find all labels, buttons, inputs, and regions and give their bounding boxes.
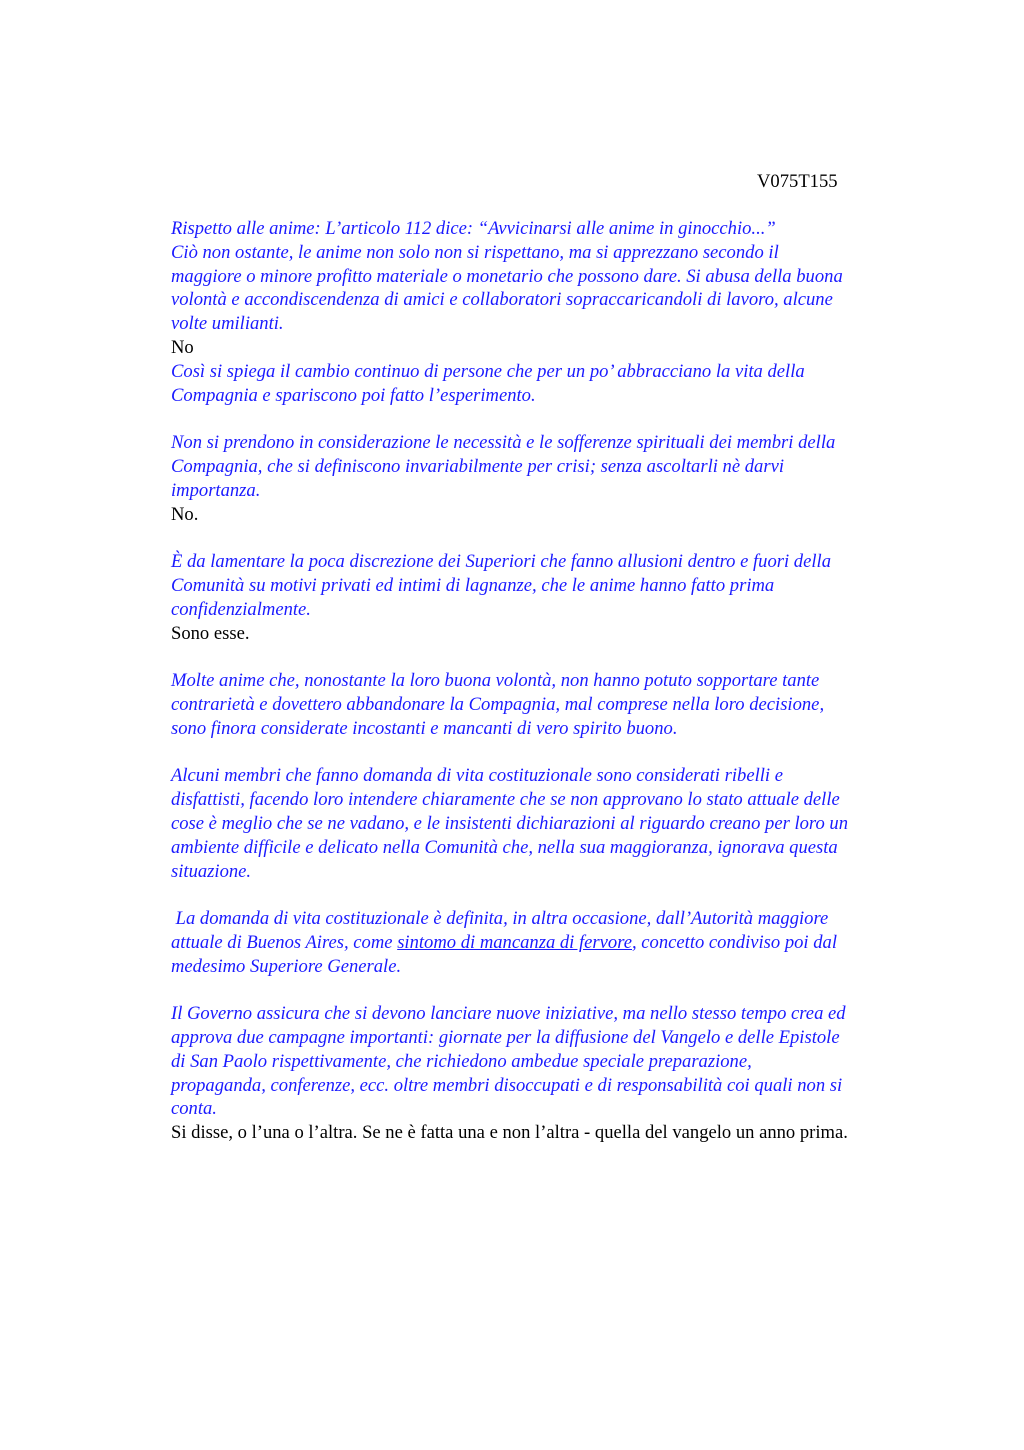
question-text xyxy=(171,431,961,502)
text-line: importanza. xyxy=(171,479,261,501)
question-text xyxy=(171,217,961,336)
text-line: medesimo Superiore Generale. xyxy=(171,955,402,977)
question-text xyxy=(171,550,961,621)
paragraph-block xyxy=(171,764,961,883)
text-span: attuale di Buenos Aires, come xyxy=(171,931,398,953)
paragraph-block xyxy=(171,907,961,978)
text-line: conta. xyxy=(171,1098,217,1120)
paragraph-block xyxy=(171,550,961,645)
text-line: Il Governo assicura che si devono lanciare nuove iniziative, ma nello stesso tempo crea ed xyxy=(171,1003,846,1025)
text-line: La domanda di vita costituzionale è definita, in altra occasione, dall’Autorità maggiore xyxy=(171,908,829,930)
text-line: confidenzialmente. xyxy=(171,598,311,620)
text-line xyxy=(171,931,961,955)
text-line: Comunità su motivi privati ed intimi di lagnanze, che le anime hanno fatto prima xyxy=(171,574,775,596)
paragraph-block xyxy=(171,1002,961,1145)
text-line: contrarietà e dovettero abbandonare la Compagnia, mal comprese nella loro decisione, xyxy=(171,693,825,715)
document-body xyxy=(171,217,961,1145)
text-line: volte umilianti. xyxy=(171,313,284,335)
text-line: situazione. xyxy=(171,860,252,882)
text-line: Compagnia, che si definiscono invariabilmente per crisi; senza ascoltarli nè darvi xyxy=(171,455,785,477)
text-line: sono finora considerate incostanti e mancanti di vero spirito buono. xyxy=(171,717,678,739)
text-line: ambiente difficile e delicato nella Comunità che, nella sua maggioranza, ignorava questa xyxy=(171,836,838,858)
text-line: Alcuni membri che fanno domanda di vita costituzionale sono considerati ribelli e xyxy=(171,765,783,787)
text-line: Molte anime che, nonostante la loro buona volontà, non hanno potuto sopportare tante xyxy=(171,670,820,692)
text-line: Rispetto alle anime: L’articolo 112 dice: “Avvicinarsi alle anime in ginocchio...” xyxy=(171,218,776,239)
text-line: disfattisti, facendo loro intendere chiaramente che se non approvano lo stato attuale delle xyxy=(171,789,840,811)
question-text xyxy=(171,1002,961,1121)
text-line: Ciò non ostante, le anime non solo non si rispettano, ma si apprezzano secondo il xyxy=(171,241,779,263)
answer-text: Si disse, o l’una o l’altra. Se ne è fatta una e non l’altra - quella del vangelo un anno prima. xyxy=(171,1122,848,1144)
question-text xyxy=(171,669,961,740)
question-text xyxy=(171,764,961,883)
question-text xyxy=(171,907,961,978)
text-line: Compagnia e spariscono poi fatto l’esperimento. xyxy=(171,384,536,406)
text-line: volontà e accondiscendenza di amici e collaboratori sopraccaricandoli di lavoro, alcune xyxy=(171,289,833,311)
text-line: maggiore o minore profitto materiale o monetario che possono dare. Si abusa della buona xyxy=(171,265,843,287)
text-line: propaganda, conferenze, ecc. oltre membri disoccupati e di responsabilità coi quali non si xyxy=(171,1074,843,1096)
text-line: Così si spiega il cambio continuo di persone che per un po’ abbracciano la vita della xyxy=(171,360,805,382)
paragraph-block xyxy=(171,669,961,740)
text-line: cose è meglio che se ne vadano, e le insistenti dichiarazioni al riguardo creano per loro un xyxy=(171,812,849,834)
document-code: V075T155 xyxy=(757,171,838,192)
paragraph-block xyxy=(171,217,961,360)
text-span: , concetto condiviso poi dal xyxy=(632,931,838,953)
text-line: Non si prendono in considerazione le necessità e le sofferenze spirituali dei membri della xyxy=(171,432,836,454)
text-line: È da lamentare la poca discrezione dei Superiori che fanno allusioni dentro e fuori della xyxy=(171,551,831,573)
answer-text: No. xyxy=(171,503,199,525)
answer-text: Sono esse. xyxy=(171,622,250,644)
paragraph-block xyxy=(171,360,961,408)
paragraph-block xyxy=(171,431,961,526)
answer-text: No xyxy=(171,336,194,358)
underlined-phrase: sintomo di mancanza di fervore xyxy=(397,931,632,953)
text-line: approva due campagne importanti: giornate per la diffusione del Vangelo e delle Epistole xyxy=(171,1027,840,1049)
question-text xyxy=(171,360,961,408)
text-line: di San Paolo rispettivamente, che richiedono ambedue speciale preparazione, xyxy=(171,1050,752,1072)
